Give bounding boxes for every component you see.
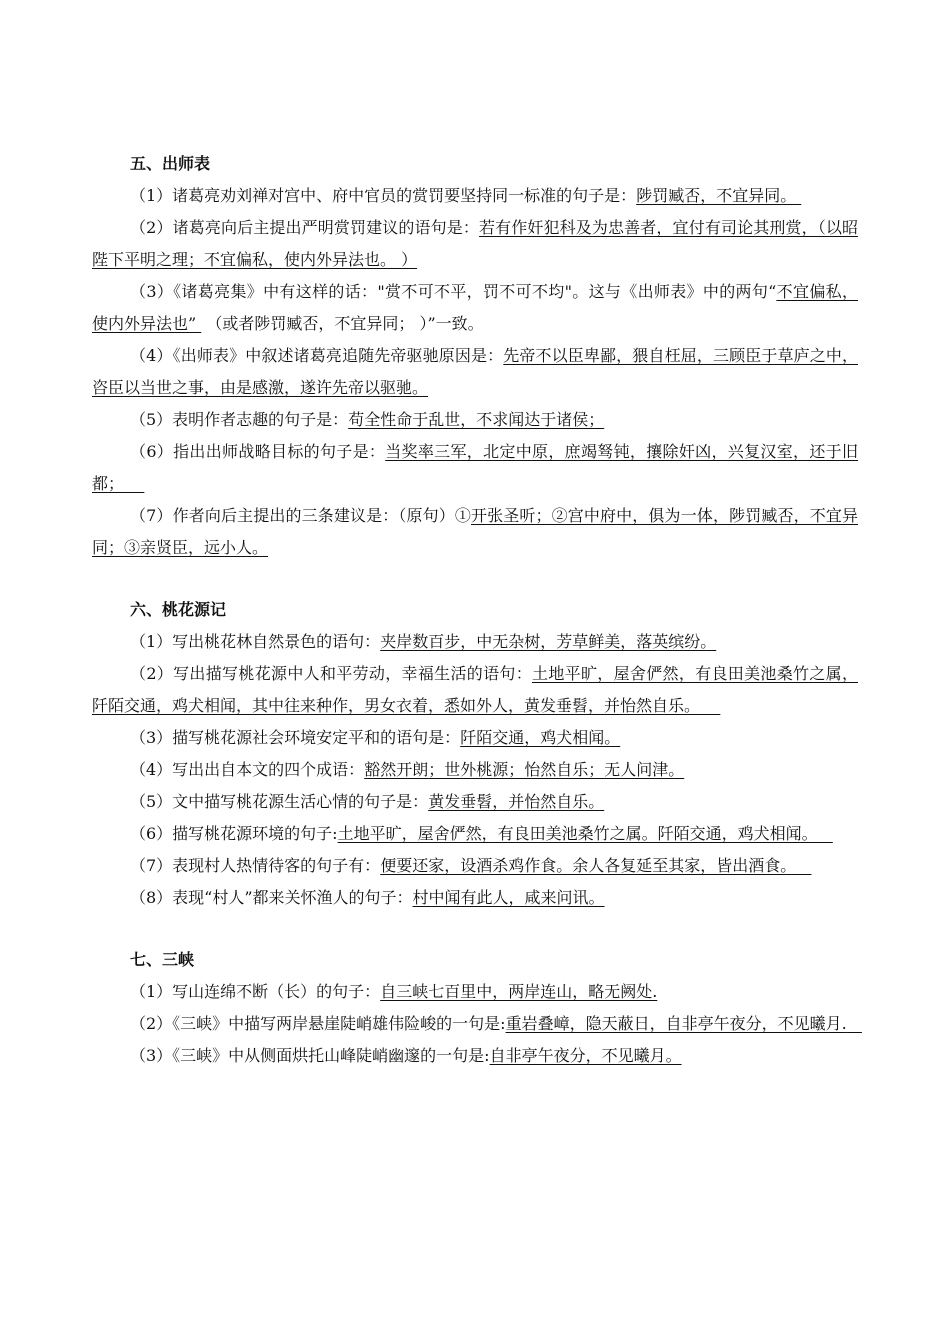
answer-text: 苟全性命于乱世，不求闻达于诸侯； [348,410,605,429]
section-sanxia [92,944,862,1072]
question-item [92,976,858,1008]
answer-text: 村中闻有此人，咸来问讯。 [412,888,605,907]
question-text: （5）表明作者志趣的句子是： [130,410,349,429]
question-tail: ；②宫中府中，俱为一体，陟罚臧否，不宜异同；③亲贤臣，远小人。 [92,506,858,557]
question-tail: （或者陟罚臧否，不宜异同； ）”一致。 [201,314,484,333]
answer-text: 黄发垂髫，并怡然自乐。 [428,792,605,811]
question-text: （7）表现村人热情待客的句子有： [130,856,381,875]
answer-text: 当奖率三军，北定中原，庶竭驽钝，攘除奸凶，兴复汉室，还于旧都； [92,442,858,493]
question-item [92,722,858,754]
question-item [92,818,858,850]
answer-text: 阡陌交通，鸡犬相闻。 [460,728,621,747]
answer-text: 自非亭午夜分，不见曦月。 [489,1046,682,1065]
answer-text: 便要还家，设酒杀鸡作食。余人各复延至其家，皆出酒食。 [380,856,812,875]
answer-text: 土地平旷，屋舍俨然，有良田美池桑竹之属，阡陌交通，鸡犬相闻，其中往来种作，男女衣着，悉如外人，黄发垂髫，并怡然自乐。 [92,664,858,715]
section-heading: 六、桃花源记 [130,600,227,619]
question-text: （2）诸葛亮向后主提出严明赏罚建议的语句是： [130,218,480,237]
question-item [92,276,858,340]
question-item [92,882,858,914]
question-item [92,658,858,722]
question-item [92,786,858,818]
answer-text: 陟罚臧否，不宜异同。 [636,186,802,205]
question-item [92,500,858,564]
question-text: （3）《诸葛亮集》中有这样的话："赏不可不平，罚不可不均"。这与《出师表》中的两句“ [130,282,777,301]
question-item [92,180,858,212]
answer-text: 自三峡七百里中，两岸连山，略无阙处. [380,982,658,1001]
question-item [92,1008,862,1040]
question-item [92,850,858,882]
question-text: （6）指出出师战略目标的句子是： [130,442,386,461]
question-text: （7）作者向后主提出的三条建议是：（原句）① [130,506,472,525]
question-text: （1）诸葛亮劝刘禅对宫中、府中官员的赏罚要坚持同一标准的句子是： [130,186,637,205]
answer-text: 若有作奸犯科及为忠善者，宜付有司论其刑赏，（以昭陛下平明之理；不宜偏私，使内外异法也。 ） [92,218,858,269]
question-item [92,340,858,404]
question-text: （1）写出桃花林自然景色的语句： [130,632,381,651]
question-text: （3）描写桃花源社会环境安定平和的语句是： [130,728,461,747]
section-heading: 七、三峡 [130,950,195,969]
answer-text: 豁然开朗 [364,760,429,779]
answer-text: 土地平旷，屋舍俨然，有良田美池桑竹之属。阡陌交通，鸡犬相闻。 [337,824,833,843]
section-heading: 五、出师表 [130,154,211,173]
question-text: （4）写出出自本文的四个成语： [130,760,365,779]
answer-text: 重岩叠嶂，隐天蔽日，自非亭午夜分，不见曦月. [505,1014,862,1033]
question-text: （6）描写桃花源环境的句子: [130,824,338,843]
question-text: （2）《三峡》中描写两岸悬崖陡峭雄伟险峻的一句是: [130,1014,506,1033]
question-item [92,626,858,658]
answer-text: 开张圣听 [471,506,536,525]
question-item [92,404,858,436]
question-text: （2）写出描写桃花源中人和平劳动，幸福生活的语句： [130,664,533,683]
question-item [92,1040,858,1072]
question-item [92,754,858,786]
answer-text: 不宜偏私，使内外异法也” [92,282,858,333]
answer-text: 夹岸数百步，中无杂树，芳草鲜美，落英缤纷。 [380,632,717,651]
section-chushibiao [92,148,858,564]
question-text: （5）文中描写桃花源生活心情的句子是： [130,792,429,811]
question-tail: ；世外桃源；怡然自乐；无人问津。 [428,760,685,779]
document-body [92,148,862,1102]
question-item [92,212,858,276]
question-text: （4）《出师表》中叙述诸葛亮追随先帝驱驰原因是： [130,346,504,365]
section-taohuayuanji [92,594,858,914]
question-text: （8）表现“村人”都来关怀渔人的句子： [130,888,413,907]
question-text: （3）《三峡》中从侧面烘托山峰陡峭幽邃的一句是: [130,1046,490,1065]
question-item [92,436,858,500]
answer-text: 先帝不以臣卑鄙，猥自枉屈，三顾臣于草庐之中，咨臣以当世之事，由是感激，遂许先帝以驱驰。 [92,346,858,397]
question-text: （1）写山连绵不断（长）的句子： [130,982,381,1001]
